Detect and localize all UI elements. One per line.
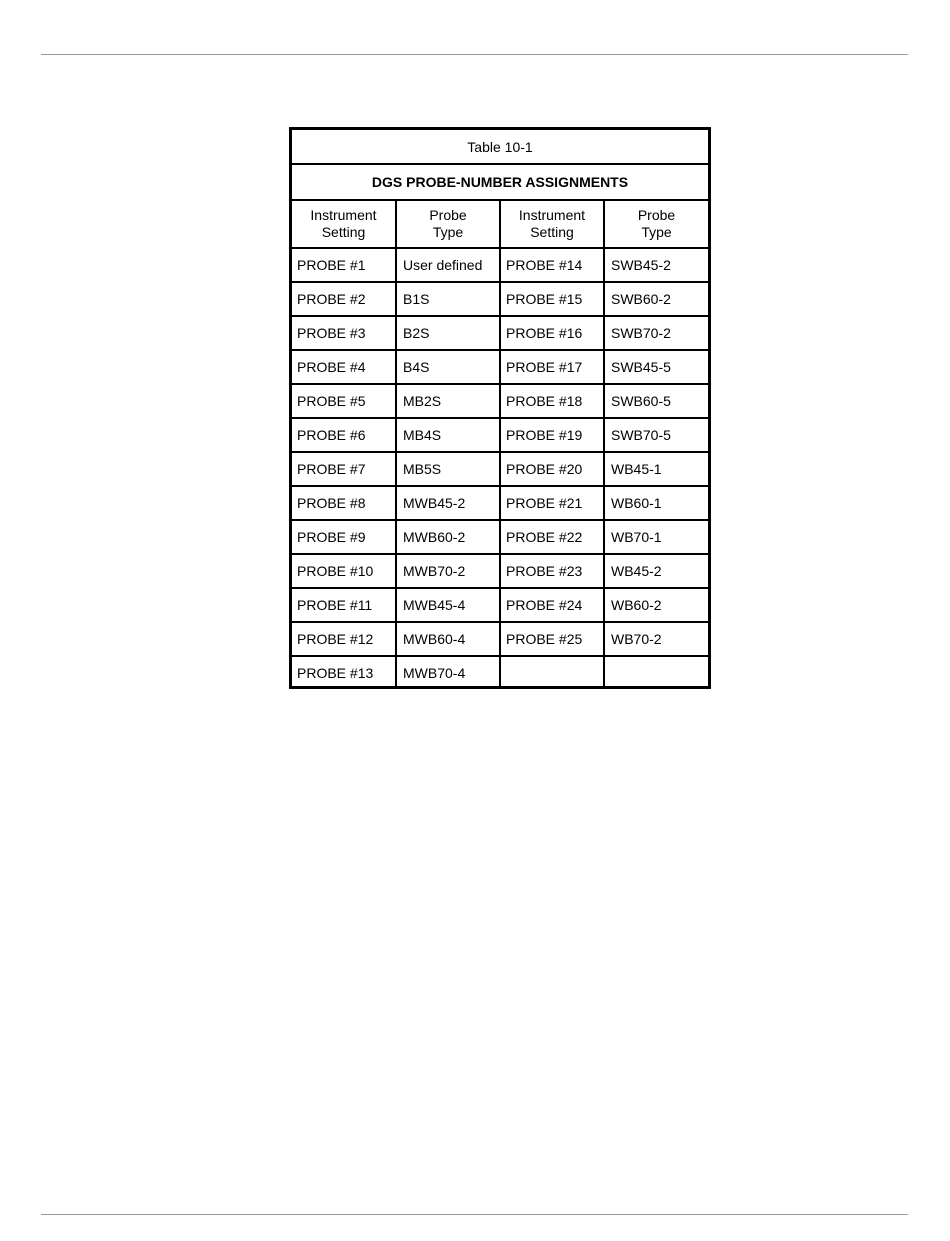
probe-type-cell: MWB45-2 <box>396 486 500 520</box>
instrument-setting-cell: PROBE #20 <box>500 452 604 486</box>
probe-type-cell: B2S <box>396 316 500 350</box>
instrument-setting-cell: PROBE #18 <box>500 384 604 418</box>
column-header-instrument-setting: Instrument Setting <box>500 200 604 248</box>
instrument-setting-cell: PROBE #14 <box>500 248 604 282</box>
probe-type-cell: MB2S <box>396 384 500 418</box>
instrument-setting-cell: PROBE #1 <box>292 248 396 282</box>
table-row <box>292 316 708 350</box>
probe-type-cell: WB70-2 <box>604 622 708 656</box>
table-row <box>292 350 708 384</box>
instrument-setting-cell: PROBE #9 <box>292 520 396 554</box>
table-row <box>292 452 708 486</box>
probe-type-cell: MWB60-2 <box>396 520 500 554</box>
instrument-setting-cell: PROBE #24 <box>500 588 604 622</box>
table-grid <box>292 130 708 689</box>
instrument-setting-cell: PROBE #8 <box>292 486 396 520</box>
probe-type-cell: SWB60-5 <box>604 384 708 418</box>
probe-type-cell: WB70-1 <box>604 520 708 554</box>
column-header-probe-type: Probe Type <box>396 200 500 248</box>
instrument-setting-cell: PROBE #21 <box>500 486 604 520</box>
probe-type-cell: B1S <box>396 282 500 316</box>
probe-type-cell: SWB60-2 <box>604 282 708 316</box>
instrument-setting-cell: PROBE #12 <box>292 622 396 656</box>
table-caption-row <box>292 130 708 164</box>
instrument-setting-cell: PROBE #16 <box>500 316 604 350</box>
table-title: DGS PROBE-NUMBER ASSIGNMENTS <box>292 164 708 200</box>
instrument-setting-cell: PROBE #25 <box>500 622 604 656</box>
instrument-setting-cell: PROBE #17 <box>500 350 604 384</box>
column-header-probe-type: Probe Type <box>604 200 708 248</box>
table-header-row <box>292 200 708 248</box>
instrument-setting-cell: PROBE #19 <box>500 418 604 452</box>
instrument-setting-cell: PROBE #2 <box>292 282 396 316</box>
instrument-setting-cell: PROBE #23 <box>500 554 604 588</box>
table-row <box>292 384 708 418</box>
top-rule <box>41 54 908 55</box>
table-row <box>292 554 708 588</box>
table-row <box>292 486 708 520</box>
table-row <box>292 622 708 656</box>
table-caption: Table 10-1 <box>292 130 708 164</box>
probe-type-cell: MWB60-4 <box>396 622 500 656</box>
probe-assignment-table <box>289 127 711 689</box>
probe-type-cell: WB45-1 <box>604 452 708 486</box>
table-title-row <box>292 164 708 200</box>
table-row <box>292 418 708 452</box>
instrument-setting-cell: PROBE #15 <box>500 282 604 316</box>
instrument-setting-cell: PROBE #13 <box>292 656 396 689</box>
probe-type-cell: WB60-2 <box>604 588 708 622</box>
probe-type-cell: MB4S <box>396 418 500 452</box>
probe-type-cell: MB5S <box>396 452 500 486</box>
instrument-setting-cell: PROBE #10 <box>292 554 396 588</box>
instrument-setting-cell: PROBE #3 <box>292 316 396 350</box>
table-row <box>292 520 708 554</box>
probe-type-cell: SWB70-2 <box>604 316 708 350</box>
probe-type-cell: MWB70-2 <box>396 554 500 588</box>
instrument-setting-cell: PROBE #22 <box>500 520 604 554</box>
probe-type-cell: MWB45-4 <box>396 588 500 622</box>
column-header-instrument-setting: Instrument Setting <box>292 200 396 248</box>
instrument-setting-cell: PROBE #11 <box>292 588 396 622</box>
table-row <box>292 656 708 689</box>
instrument-setting-cell: PROBE #5 <box>292 384 396 418</box>
table-row <box>292 282 708 316</box>
instrument-setting-cell: PROBE #7 <box>292 452 396 486</box>
probe-type-cell: WB45-2 <box>604 554 708 588</box>
probe-type-cell: SWB45-5 <box>604 350 708 384</box>
probe-type-cell: MWB70-4 <box>396 656 500 689</box>
probe-type-cell: SWB70-5 <box>604 418 708 452</box>
instrument-setting-cell: PROBE #4 <box>292 350 396 384</box>
probe-type-cell: SWB45-2 <box>604 248 708 282</box>
probe-type-cell <box>604 656 708 689</box>
probe-type-cell: User defined <box>396 248 500 282</box>
probe-type-cell: B4S <box>396 350 500 384</box>
table-row <box>292 248 708 282</box>
bottom-rule <box>41 1214 908 1215</box>
probe-type-cell: WB60-1 <box>604 486 708 520</box>
table-row <box>292 588 708 622</box>
instrument-setting-cell: PROBE #6 <box>292 418 396 452</box>
instrument-setting-cell <box>500 656 604 689</box>
